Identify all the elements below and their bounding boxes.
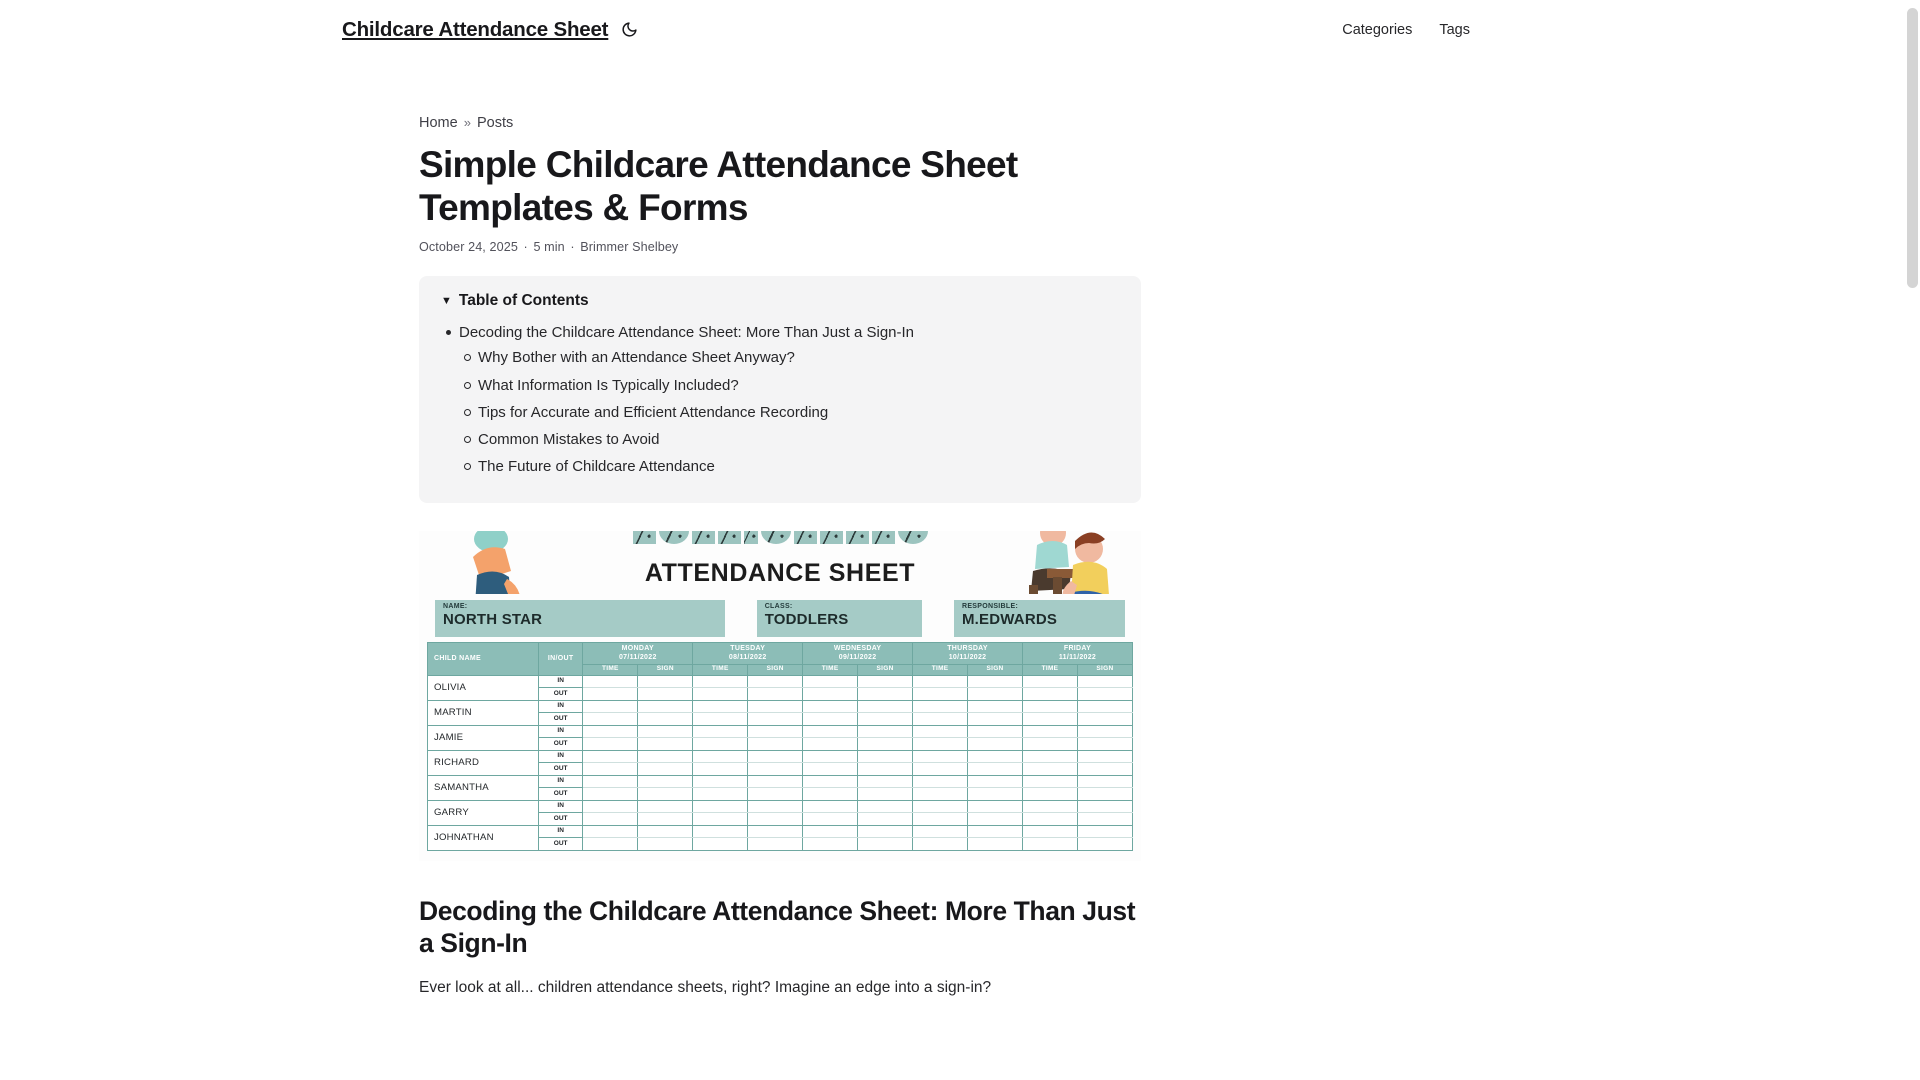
cell-entry bbox=[583, 700, 638, 713]
cell-entry bbox=[858, 675, 913, 688]
cell-entry bbox=[1022, 800, 1077, 813]
cell-entry bbox=[913, 813, 968, 826]
cell-entry bbox=[803, 738, 858, 751]
cell-child-name: OLIVIA bbox=[428, 675, 539, 700]
caret-down-icon: ▼ bbox=[441, 294, 452, 307]
cell-entry bbox=[638, 800, 693, 813]
post-read-time: 5 min bbox=[533, 240, 565, 255]
cell-child-name: SAMANTHA bbox=[428, 775, 539, 800]
cell-entry bbox=[693, 788, 748, 801]
th-time: TIME bbox=[1022, 664, 1077, 675]
cell-entry bbox=[803, 700, 858, 713]
toc-link-decoding[interactable]: Decoding the Childcare Attendance Sheet: More Than Just a Sign-In bbox=[459, 323, 915, 341]
toc-item bbox=[459, 319, 1119, 485]
th-day-name: TUESDAY bbox=[730, 644, 766, 652]
cell-entry bbox=[968, 713, 1023, 726]
cell-entry bbox=[748, 838, 803, 851]
cell-entry bbox=[968, 700, 1023, 713]
cell-entry bbox=[693, 725, 748, 738]
sheet-field-responsible-label: RESPONSIBLE: bbox=[961, 602, 1019, 610]
cell-entry bbox=[858, 800, 913, 813]
cell-entry bbox=[638, 788, 693, 801]
meta-separator-1: · bbox=[523, 240, 528, 255]
banner-letter bbox=[633, 531, 656, 544]
banner-letter bbox=[761, 531, 791, 544]
cell-entry bbox=[583, 713, 638, 726]
breadcrumb-posts[interactable]: Posts bbox=[476, 115, 514, 131]
cell-entry bbox=[1077, 738, 1132, 751]
scrollbar[interactable] bbox=[1905, 0, 1920, 1080]
cell-entry bbox=[1022, 700, 1077, 713]
cell-entry bbox=[693, 825, 748, 838]
cell-entry bbox=[638, 838, 693, 851]
cell-entry bbox=[913, 700, 968, 713]
cell-entry bbox=[858, 688, 913, 701]
cell-entry bbox=[1022, 675, 1077, 688]
cell-entry bbox=[803, 775, 858, 788]
cell-entry bbox=[968, 788, 1023, 801]
post-meta bbox=[419, 240, 1141, 254]
cell-entry bbox=[748, 750, 803, 763]
cell-entry bbox=[968, 838, 1023, 851]
section-heading-decoding: Decoding the Childcare Attendance Sheet: More Than Just a Sign-In bbox=[419, 895, 1136, 958]
th-day-name: FRIDAY bbox=[1063, 644, 1092, 652]
cell-entry bbox=[858, 788, 913, 801]
cell-entry bbox=[913, 688, 968, 701]
cell-entry bbox=[913, 825, 968, 838]
cell-entry bbox=[968, 750, 1023, 763]
cell-entry bbox=[1022, 825, 1077, 838]
cell-entry bbox=[1077, 750, 1132, 763]
banner-letter bbox=[718, 531, 741, 544]
th-sign: SIGN bbox=[638, 664, 693, 675]
cell-entry bbox=[913, 750, 968, 763]
cell-entry bbox=[693, 750, 748, 763]
cell-entry bbox=[1022, 738, 1077, 751]
cell-entry bbox=[583, 675, 638, 688]
cell-entry bbox=[693, 738, 748, 751]
cell-entry bbox=[693, 700, 748, 713]
cell-in-label: IN bbox=[538, 825, 582, 838]
cell-entry bbox=[583, 788, 638, 801]
cell-out-label: OUT bbox=[538, 838, 582, 851]
sheet-field-responsible bbox=[954, 600, 1125, 637]
table-row bbox=[428, 700, 1133, 713]
cell-entry bbox=[583, 825, 638, 838]
toc-toggle[interactable] bbox=[441, 292, 1119, 310]
attendance-sheet-image bbox=[419, 531, 1141, 861]
cell-entry bbox=[1077, 713, 1132, 726]
banner-letter bbox=[820, 531, 843, 544]
cell-entry bbox=[583, 838, 638, 851]
toc-link-what-information[interactable]: What Information Is Typically Included? bbox=[478, 376, 739, 394]
cell-entry bbox=[913, 725, 968, 738]
cell-in-label: IN bbox=[538, 800, 582, 813]
th-child-name: CHILD NAME bbox=[428, 642, 539, 675]
cell-out-label: OUT bbox=[538, 738, 582, 751]
th-day-monday bbox=[583, 642, 693, 664]
cell-child-name: JAMIE bbox=[428, 725, 539, 750]
cell-entry bbox=[858, 763, 913, 776]
page-title: Simple Childcare Attendance Sheet Templates & Forms bbox=[419, 143, 1018, 229]
cell-out-label: OUT bbox=[538, 813, 582, 826]
cell-entry bbox=[748, 725, 803, 738]
th-day-name: THURSDAY bbox=[947, 644, 988, 652]
th-sign: SIGN bbox=[748, 664, 803, 675]
site-title-link[interactable]: Childcare Attendance Sheet bbox=[342, 17, 609, 41]
cell-entry bbox=[638, 775, 693, 788]
cell-entry bbox=[693, 838, 748, 851]
post-author: Brimmer Shelbey bbox=[580, 240, 679, 255]
page-content bbox=[419, 59, 1141, 1002]
cell-entry bbox=[968, 738, 1023, 751]
cell-entry bbox=[693, 800, 748, 813]
th-day-date: 10/11/2022 bbox=[948, 654, 987, 662]
toc-subitem bbox=[478, 372, 1119, 399]
cell-entry bbox=[583, 688, 638, 701]
cell-entry bbox=[638, 763, 693, 776]
cell-entry bbox=[803, 713, 858, 726]
cell-entry bbox=[803, 813, 858, 826]
th-time: TIME bbox=[803, 664, 858, 675]
cell-entry bbox=[803, 825, 858, 838]
cell-entry bbox=[638, 675, 693, 688]
cell-entry bbox=[913, 763, 968, 776]
th-day-date: 11/11/2022 bbox=[1058, 654, 1097, 662]
cell-entry bbox=[913, 738, 968, 751]
toc-list bbox=[441, 319, 1119, 485]
moon-icon[interactable] bbox=[618, 19, 640, 41]
table-of-contents bbox=[419, 276, 1141, 503]
th-sign: SIGN bbox=[1077, 664, 1132, 675]
cell-child-name: MARTIN bbox=[428, 700, 539, 725]
cell-entry bbox=[858, 825, 913, 838]
cell-entry bbox=[1022, 763, 1077, 776]
cell-entry bbox=[748, 788, 803, 801]
cell-out-label: OUT bbox=[538, 763, 582, 776]
cell-entry bbox=[803, 750, 858, 763]
cell-entry bbox=[748, 675, 803, 688]
cell-entry bbox=[1022, 713, 1077, 726]
nav-link-tags[interactable]: Tags bbox=[1439, 21, 1470, 38]
cell-entry bbox=[913, 838, 968, 851]
cell-entry bbox=[803, 788, 858, 801]
th-day-name: WEDNESDAY bbox=[833, 644, 882, 652]
cell-entry bbox=[748, 800, 803, 813]
banner-letter bbox=[744, 531, 758, 544]
banner-decorative-word bbox=[633, 531, 928, 544]
cell-child-name: RICHARD bbox=[428, 750, 539, 775]
breadcrumb-home[interactable]: Home bbox=[419, 115, 458, 131]
cell-entry bbox=[803, 800, 858, 813]
cell-entry bbox=[858, 725, 913, 738]
cell-entry bbox=[1022, 725, 1077, 738]
cell-entry bbox=[638, 738, 693, 751]
toc-link-tips[interactable]: Tips for Accurate and Efficient Attendance Recording bbox=[478, 403, 829, 421]
cell-entry bbox=[583, 813, 638, 826]
banner-letter bbox=[659, 531, 689, 544]
cell-entry bbox=[968, 813, 1023, 826]
meta-separator-2: · bbox=[570, 240, 575, 255]
cell-entry bbox=[583, 800, 638, 813]
cell-entry bbox=[858, 738, 913, 751]
cell-in-label: IN bbox=[538, 725, 582, 738]
th-day-thursday bbox=[913, 642, 1023, 664]
cell-entry bbox=[913, 800, 968, 813]
cell-entry bbox=[583, 775, 638, 788]
article-first-paragraph: Ever look at all... children attendance sheets, right? Imagine an edge into a sign-in? bbox=[419, 979, 992, 997]
cell-entry bbox=[968, 675, 1023, 688]
cell-out-label: OUT bbox=[538, 713, 582, 726]
cell-entry bbox=[638, 825, 693, 838]
table-row bbox=[428, 775, 1133, 788]
cell-entry bbox=[583, 763, 638, 776]
cell-entry bbox=[1077, 675, 1132, 688]
attendance-table bbox=[427, 642, 1133, 851]
sheet-field-class-label: CLASS: bbox=[764, 602, 793, 610]
cell-entry bbox=[858, 838, 913, 851]
cell-in-label: IN bbox=[538, 700, 582, 713]
post-date: October 24, 2025 bbox=[419, 240, 518, 255]
cell-entry bbox=[803, 763, 858, 776]
th-sign: SIGN bbox=[968, 664, 1023, 675]
cell-entry bbox=[748, 775, 803, 788]
cell-entry bbox=[748, 738, 803, 751]
cell-child-name: JOHNATHAN bbox=[428, 825, 539, 850]
th-day-wednesday bbox=[803, 642, 913, 664]
cell-entry bbox=[968, 725, 1023, 738]
cell-entry bbox=[858, 700, 913, 713]
cell-entry bbox=[748, 825, 803, 838]
toc-subitem bbox=[478, 454, 1119, 481]
sheet-field-name bbox=[435, 600, 725, 637]
cell-entry bbox=[1022, 813, 1077, 826]
cell-entry bbox=[693, 713, 748, 726]
cell-entry bbox=[968, 688, 1023, 701]
cell-entry bbox=[858, 813, 913, 826]
table-row bbox=[428, 800, 1133, 813]
breadcrumb-separator: » bbox=[463, 115, 471, 130]
cell-entry bbox=[968, 825, 1023, 838]
cell-entry bbox=[1077, 813, 1132, 826]
cell-entry bbox=[638, 725, 693, 738]
cell-entry bbox=[1077, 700, 1132, 713]
sheet-info-row bbox=[427, 594, 1133, 638]
cell-entry bbox=[638, 713, 693, 726]
toc-link-future[interactable]: The Future of Childcare Attendance bbox=[478, 458, 715, 476]
cell-in-label: IN bbox=[538, 750, 582, 763]
sheet-field-name-label: NAME: bbox=[443, 602, 468, 610]
cell-out-label: OUT bbox=[538, 788, 582, 801]
toc-sublist bbox=[459, 345, 1119, 481]
toc-subitem bbox=[478, 345, 1119, 372]
toc-subitem bbox=[478, 399, 1119, 426]
cell-entry bbox=[1077, 825, 1132, 838]
cell-out-label: OUT bbox=[538, 688, 582, 701]
attendance-table-head bbox=[428, 642, 1133, 675]
th-time: TIME bbox=[693, 664, 748, 675]
th-time: TIME bbox=[913, 664, 968, 675]
cell-entry bbox=[1022, 688, 1077, 701]
table-row bbox=[428, 750, 1133, 763]
cell-entry bbox=[968, 800, 1023, 813]
cell-entry bbox=[748, 700, 803, 713]
sheet-field-class bbox=[757, 600, 922, 637]
th-day-date: 08/11/2022 bbox=[728, 654, 767, 662]
cell-entry bbox=[638, 700, 693, 713]
cell-entry bbox=[803, 675, 858, 688]
scrollbar-thumb[interactable] bbox=[1907, 8, 1918, 288]
cell-entry bbox=[803, 838, 858, 851]
cell-entry bbox=[638, 813, 693, 826]
cell-entry bbox=[638, 750, 693, 763]
cell-child-name: GARRY bbox=[428, 800, 539, 825]
cell-entry bbox=[1077, 763, 1132, 776]
cell-entry bbox=[858, 750, 913, 763]
sheet-field-class-value: TODDLERS bbox=[764, 611, 849, 629]
toc-link-common-mistakes[interactable]: Common Mistakes to Avoid bbox=[478, 431, 660, 449]
cell-entry bbox=[583, 725, 638, 738]
th-time: TIME bbox=[583, 664, 638, 675]
table-row bbox=[428, 825, 1133, 838]
sheet-field-responsible-value: M.EDWARDS bbox=[961, 611, 1058, 629]
cell-entry bbox=[913, 713, 968, 726]
cell-entry bbox=[583, 738, 638, 751]
sheet-field-name-value: NORTH STAR bbox=[443, 611, 543, 629]
cell-entry bbox=[803, 688, 858, 701]
table-row bbox=[428, 675, 1133, 688]
banner-letter bbox=[846, 531, 869, 544]
cell-entry bbox=[968, 763, 1023, 776]
cell-entry bbox=[1077, 788, 1132, 801]
cell-entry bbox=[803, 725, 858, 738]
th-day-friday bbox=[1022, 642, 1132, 664]
main-nav bbox=[1342, 22, 1470, 38]
toc-link-why-bother[interactable]: Why Bother with an Attendance Sheet Anyway? bbox=[478, 349, 795, 367]
cell-entry bbox=[693, 775, 748, 788]
cell-in-label: IN bbox=[538, 675, 582, 688]
cell-in-label: IN bbox=[538, 775, 582, 788]
table-row bbox=[428, 725, 1133, 738]
brand bbox=[342, 18, 640, 42]
cell-entry bbox=[1077, 725, 1132, 738]
cell-entry bbox=[1022, 788, 1077, 801]
banner-letter bbox=[794, 531, 817, 544]
site-header bbox=[0, 0, 1920, 59]
cell-entry bbox=[858, 775, 913, 788]
cell-entry bbox=[1077, 775, 1132, 788]
th-day-date: 07/11/2022 bbox=[618, 654, 657, 662]
cell-entry bbox=[748, 813, 803, 826]
cell-entry bbox=[1077, 800, 1132, 813]
th-day-name: MONDAY bbox=[621, 644, 654, 652]
cell-entry bbox=[638, 688, 693, 701]
cell-entry bbox=[693, 688, 748, 701]
cell-entry bbox=[1077, 688, 1132, 701]
breadcrumb bbox=[419, 113, 1141, 135]
toc-title: Table of Contents bbox=[458, 292, 589, 310]
cell-entry bbox=[913, 775, 968, 788]
th-in-out: IN/OUT bbox=[538, 642, 582, 675]
th-sign: SIGN bbox=[858, 664, 913, 675]
cell-entry bbox=[748, 713, 803, 726]
toc-subitem bbox=[478, 427, 1119, 454]
th-day-date: 09/11/2022 bbox=[838, 654, 877, 662]
banner-letter bbox=[898, 531, 928, 544]
cell-entry bbox=[693, 763, 748, 776]
cell-entry bbox=[913, 788, 968, 801]
cell-entry bbox=[1022, 750, 1077, 763]
cell-entry bbox=[748, 763, 803, 776]
th-day-tuesday bbox=[693, 642, 803, 664]
nav-link-categories[interactable]: Categories bbox=[1342, 21, 1413, 38]
cell-entry bbox=[1022, 838, 1077, 851]
cell-entry bbox=[748, 688, 803, 701]
cell-entry bbox=[693, 675, 748, 688]
cell-entry bbox=[583, 750, 638, 763]
cell-entry bbox=[1022, 775, 1077, 788]
attendance-table-body bbox=[428, 675, 1133, 850]
sheet-title: ATTENDANCE SHEET bbox=[644, 558, 916, 587]
header-inner bbox=[342, 18, 1470, 42]
cell-entry bbox=[858, 713, 913, 726]
banner-letter bbox=[692, 531, 715, 544]
cell-entry bbox=[913, 675, 968, 688]
cell-entry bbox=[1077, 838, 1132, 851]
attendance-sheet-figure bbox=[419, 531, 1141, 861]
cell-entry bbox=[693, 813, 748, 826]
banner-letter bbox=[872, 531, 895, 544]
cell-entry bbox=[968, 775, 1023, 788]
table-header-row-days bbox=[428, 642, 1133, 664]
